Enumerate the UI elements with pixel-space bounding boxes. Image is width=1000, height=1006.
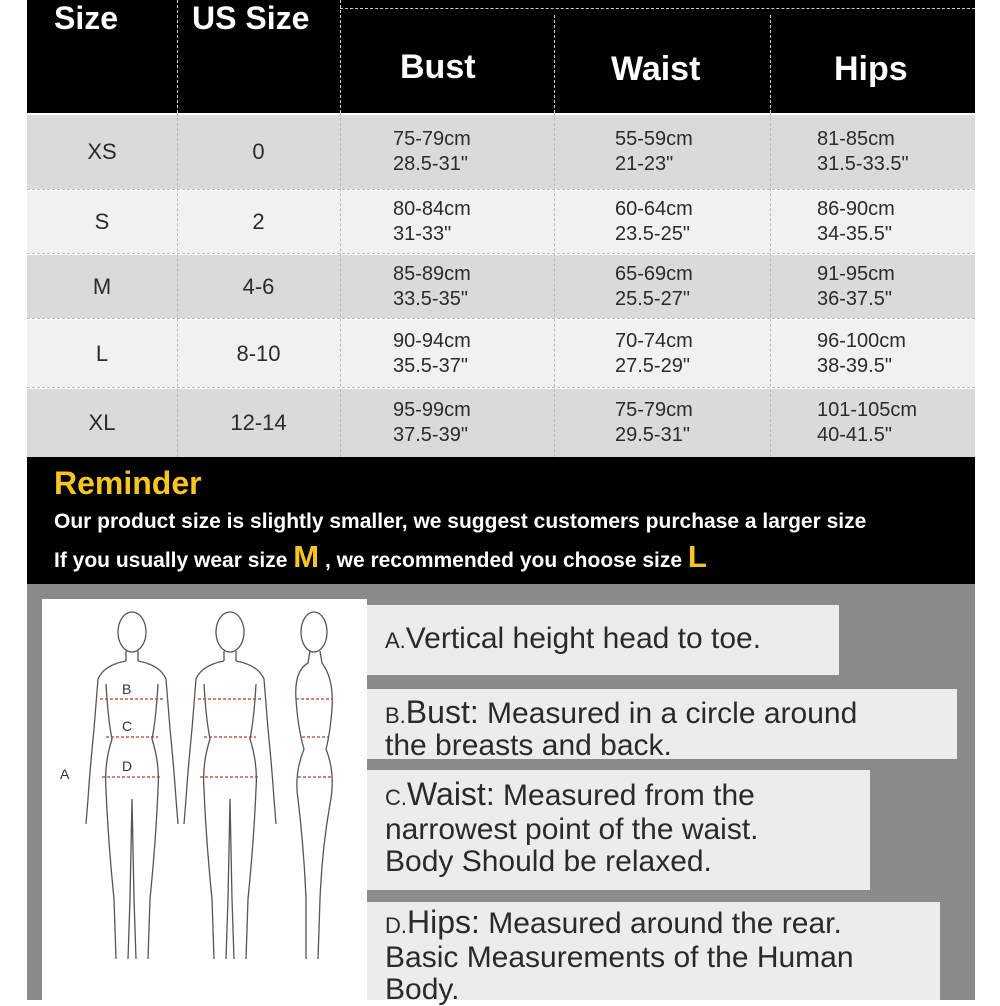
measurement-b-term: Bust: (405, 694, 479, 730)
header-us-size: US Size (192, 0, 310, 36)
measurement-d-term: Hips: (407, 904, 480, 940)
measurement-c-text-1: Measured from the (494, 779, 755, 812)
bust-cm: 75-79cm (393, 128, 471, 150)
cell-us-size: 2 (252, 209, 265, 234)
cell-size: XS (87, 139, 117, 164)
table-row (27, 389, 975, 457)
reminder-size-from: M (293, 539, 320, 574)
hips-in: 36-37.5" (817, 287, 892, 310)
measurement-c-line-1 (385, 778, 870, 814)
waist-in: 21-23" (615, 153, 674, 175)
hips-in: 40-41.5" (817, 424, 892, 446)
bust-cm: 90-94cm (393, 329, 471, 352)
cell-waist (615, 191, 693, 253)
waist-cm: 60-64cm (615, 198, 693, 220)
bust-cm: 80-84cm (393, 198, 471, 220)
waist-cm: 55-59cm (615, 128, 693, 150)
bust-in: 37.5-39" (393, 424, 468, 446)
waist-cm: 75-79cm (615, 399, 693, 421)
hips-in: 34-35.5" (817, 223, 892, 245)
header-divider (554, 15, 555, 113)
header-hips: Hips (834, 50, 908, 88)
cell-waist (615, 389, 693, 457)
cell-waist (615, 255, 693, 318)
bust-in: 28.5-31" (393, 153, 468, 175)
hips-in: 31.5-33.5" (817, 153, 909, 175)
reminder-line-2-middle: , we recommended you choose size (324, 549, 683, 572)
cell-size: L (95, 340, 109, 366)
column-divider (554, 113, 555, 457)
measurement-b-text-2: the breasts and back. (385, 729, 672, 762)
measurement-b-letter: B. (385, 703, 406, 728)
figure-label-a: A (60, 766, 70, 782)
measurement-d-letter: D. (385, 913, 407, 938)
measurement-c-text-3: Body Should be relaxed. (385, 845, 712, 878)
measurement-a-text: Vertical height head to toe. (405, 622, 762, 655)
cell-hips (817, 191, 895, 253)
header-bust: Bust (400, 48, 476, 86)
reminder-line-2 (54, 539, 707, 575)
cell-us-size: 12-14 (230, 410, 287, 435)
body-outline-illustration (42, 599, 367, 1000)
waist-in: 29.5-31" (615, 424, 690, 446)
measurement-c-text-2: narrowest point of the waist. (385, 813, 759, 846)
table-header (27, 0, 975, 113)
column-divider (770, 113, 771, 457)
waist-cm: 65-69cm (615, 262, 693, 285)
hips-cm: 101-105cm (817, 399, 918, 421)
header-divider (340, 8, 975, 9)
header-divider (340, 0, 341, 113)
measurement-a-letter: A. (385, 628, 406, 653)
header-divider (177, 0, 178, 113)
column-divider (340, 113, 341, 457)
cell-us-size: 4-6 (242, 273, 275, 299)
size-chart-table (27, 0, 975, 457)
cell-size: XL (88, 410, 116, 435)
reminder-banner (27, 457, 975, 584)
measurement-guide (27, 584, 975, 1006)
cell-size: S (94, 209, 110, 234)
figure-label-d: D (122, 758, 133, 774)
cell-hips (817, 115, 909, 189)
header-size: Size (54, 0, 119, 36)
table-row (27, 255, 975, 318)
header-waist: Waist (611, 50, 701, 88)
cell-bust (393, 255, 471, 318)
measurement-d-line-1 (385, 906, 940, 942)
bust-cm: 85-89cm (393, 262, 471, 285)
table-row (27, 191, 975, 253)
measurement-d-text-1: Measured around the rear. (479, 907, 842, 940)
table-row (27, 320, 975, 387)
measurement-b-line-1 (385, 694, 957, 731)
bust-in: 31-33" (393, 223, 452, 245)
cell-bust (393, 115, 471, 189)
cell-bust (393, 320, 471, 387)
cell-bust (393, 191, 471, 253)
hips-cm: 86-90cm (817, 198, 895, 220)
measurement-a-box (367, 605, 839, 675)
table-row (27, 115, 975, 189)
measurement-b-box (367, 689, 957, 762)
bust-in: 33.5-35" (393, 287, 468, 310)
waist-in: 25.5-27" (615, 287, 690, 310)
row-divider (27, 387, 975, 388)
cell-hips (817, 320, 906, 387)
cell-hips (817, 389, 917, 457)
measurement-c-box (367, 770, 870, 890)
header-divider (770, 15, 771, 113)
reminder-line-1: Our product size is slightly smaller, we suggest customers purchase a larger size (54, 510, 867, 533)
waist-in: 23.5-25" (615, 223, 690, 245)
measurement-c-letter: C. (385, 785, 407, 810)
measurement-c-term: Waist: (407, 776, 495, 812)
hips-cm: 81-85cm (817, 128, 895, 150)
reminder-line-2-prefix: If you usually wear size (54, 549, 288, 572)
row-divider (27, 253, 975, 254)
waist-in: 27.5-29" (615, 354, 690, 377)
cell-us-size: 8-10 (236, 340, 281, 366)
bust-in: 35.5-37" (393, 354, 468, 377)
hips-cm: 91-95cm (817, 262, 895, 285)
cell-waist (615, 115, 693, 189)
waist-cm: 70-74cm (615, 329, 693, 352)
cell-us-size: 0 (252, 139, 265, 164)
body-figure-panel (42, 599, 367, 1000)
bust-cm: 95-99cm (393, 399, 471, 421)
column-divider (177, 113, 178, 457)
measurement-d-box (367, 902, 940, 1006)
figure-label-c: C (122, 718, 133, 734)
reminder-size-to: L (687, 539, 707, 574)
hips-cm: 96-100cm (817, 329, 906, 352)
cell-hips (817, 255, 895, 318)
figure-label-b: B (122, 681, 132, 697)
measurement-d-text-3: Body. (385, 973, 460, 1006)
hips-in: 38-39.5" (817, 354, 892, 377)
measurement-d-text-2: Basic Measurements of the Human (385, 941, 854, 974)
reminder-title: Reminder (54, 465, 202, 501)
row-divider (27, 318, 975, 319)
measurement-b-text-1: Measured in a circle around (478, 697, 858, 730)
cell-bust (393, 389, 471, 457)
row-divider (27, 189, 975, 190)
cell-waist (615, 320, 693, 387)
cell-size: M (92, 273, 112, 299)
